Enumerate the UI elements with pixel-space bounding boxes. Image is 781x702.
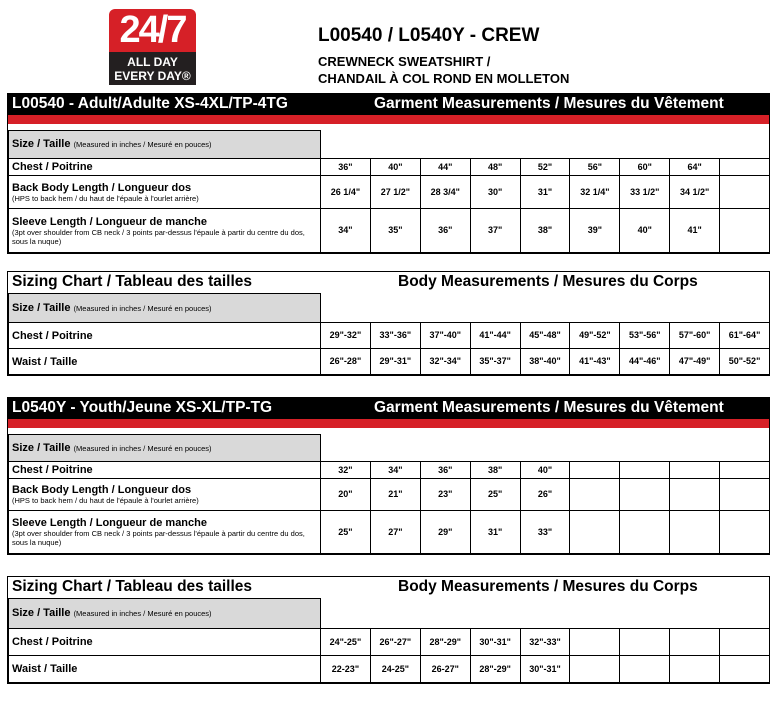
chest-value: 26"-27" <box>379 636 412 647</box>
chest-cell <box>520 462 570 479</box>
sleeve-value: 27" <box>388 526 403 537</box>
waist-cell <box>670 349 720 375</box>
row-label: Chest / Poitrine <box>9 323 321 349</box>
chest-cell <box>720 159 770 176</box>
back-value: 34 1/2" <box>680 186 710 197</box>
section-header <box>8 398 769 419</box>
waist-value: 32"-34" <box>429 356 461 366</box>
waist-value: 28"-29" <box>479 663 511 674</box>
waist-value: 47"-49" <box>678 356 711 366</box>
waist-cell <box>570 349 620 375</box>
back-cell <box>670 176 720 209</box>
sleeve-cell <box>370 209 420 253</box>
sleeve-cell <box>321 511 371 554</box>
row-label <box>9 511 321 554</box>
chest-value: 32"-33" <box>529 636 561 647</box>
section-subtitle: Body Measurements / Mesures du Corps <box>398 578 698 595</box>
chest-value: 34" <box>388 464 403 475</box>
back-cell <box>470 479 520 511</box>
chest-value: 41"-44" <box>479 330 511 340</box>
row-label <box>9 131 321 159</box>
row-label: Chest / Poitrine <box>9 462 321 479</box>
chest-cell <box>420 323 470 349</box>
back-cell <box>720 479 770 511</box>
waist-value: 29"-31" <box>379 356 412 366</box>
chest-cell <box>670 323 720 349</box>
chest-value: 49"-52" <box>579 330 611 340</box>
row-label: Chest / Poitrine <box>9 629 321 656</box>
chest-value: 56" <box>587 161 603 172</box>
chest-cell <box>570 159 620 176</box>
chest-value: 44" <box>438 161 453 172</box>
table-row <box>9 323 770 349</box>
chest-value: 28"-29" <box>429 636 461 647</box>
row-label: Chest / Poitrine <box>9 159 321 176</box>
chest-cell <box>470 159 520 176</box>
sleeve-cell <box>720 511 770 554</box>
waist-value: 26"-28" <box>329 356 362 366</box>
row-label: Waist / Taille <box>9 349 321 375</box>
back-value: 25" <box>487 489 503 499</box>
waist-cell <box>370 656 420 683</box>
waist-cell <box>470 349 520 375</box>
back-value: 21" <box>388 489 403 499</box>
back-cell <box>370 176 420 209</box>
chest-value: 36" <box>438 464 453 475</box>
sleeve-value: 41" <box>687 225 702 235</box>
measurement-table <box>8 434 770 554</box>
table-row <box>9 656 770 683</box>
row-label <box>9 209 321 253</box>
table-row <box>9 599 770 629</box>
back-cell <box>420 176 470 209</box>
back-value: 31" <box>537 186 553 197</box>
waist-cell <box>321 656 371 683</box>
measured-note: (Measured in inches / Mesuré en pouces) <box>73 303 212 313</box>
section-subtitle: Body Measurements / Mesures du Corps <box>398 273 698 290</box>
waist-cell <box>470 656 520 683</box>
chest-value: 32" <box>338 464 353 475</box>
chest-cell <box>470 629 520 656</box>
chest-cell <box>670 629 720 656</box>
chest-value: 24"-25" <box>329 636 362 647</box>
measured-note: (Measured in inches / Mesuré en pouces) <box>73 443 212 453</box>
logo-line-2: EVERY DAY® <box>114 69 191 83</box>
chest-value: 45"-48" <box>529 330 561 340</box>
row-label <box>9 294 321 323</box>
waist-value: 24-25" <box>381 663 409 674</box>
measurement-table <box>8 598 770 683</box>
sleeve-cell <box>420 511 470 554</box>
chest-cell <box>670 462 720 479</box>
chest-cell <box>370 629 420 656</box>
chest-cell <box>520 159 570 176</box>
table-row <box>9 435 770 462</box>
chest-value: 40" <box>537 464 553 475</box>
back-cell <box>420 479 470 511</box>
back-cell <box>370 479 420 511</box>
back-value: 33 1/2" <box>630 186 660 197</box>
back-cell <box>620 479 670 511</box>
chest-cell <box>321 462 371 479</box>
table-row <box>9 209 770 253</box>
row-label <box>9 176 321 209</box>
sleeve-cell <box>670 511 720 554</box>
section-header <box>8 94 769 115</box>
sleeve-value: 37" <box>487 225 503 235</box>
sleeve-label: Sleeve Length / Longueur de manche <box>12 215 207 228</box>
chest-value: 30"-31" <box>479 636 511 647</box>
back-value: 26 1/4" <box>330 186 361 197</box>
waist-cell <box>420 656 470 683</box>
back-label: Back Body Length / Longueur dos <box>12 484 192 496</box>
back-note: (HPS to back hem / du haut de l'épaule à l'ourlet arrière) <box>12 193 199 203</box>
back-cell <box>720 176 770 209</box>
table-row <box>9 176 770 209</box>
product-title: L00540 / L0540Y - CREW <box>318 25 540 46</box>
section-subtitle: Garment Measurements / Mesures du Vêtement <box>374 399 724 416</box>
table-row <box>9 349 770 375</box>
section-subtitle: Garment Measurements / Mesures du Vêtement <box>374 95 724 112</box>
row-label: Waist / Taille <box>9 656 321 683</box>
product-subtitle-fr: CHANDAIL À COL ROND EN MOLLETON <box>318 71 570 86</box>
sleeve-cell <box>570 209 620 253</box>
chest-cell <box>321 323 371 349</box>
youth-garment-section <box>7 397 770 555</box>
row-label <box>9 599 321 629</box>
table-row <box>9 629 770 656</box>
chest-cell <box>321 159 371 176</box>
waist-value: 35"-37" <box>479 356 511 366</box>
logo-line-1: ALL DAY <box>127 55 178 69</box>
back-value: 32 1/4" <box>580 186 610 197</box>
back-cell <box>570 479 620 511</box>
waist-value: 44"-46" <box>629 356 661 366</box>
sleeve-cell <box>370 511 420 554</box>
sleeve-value: 31" <box>487 526 503 537</box>
chest-cell <box>720 462 770 479</box>
waist-cell <box>720 656 770 683</box>
sleeve-cell <box>670 209 720 253</box>
chest-value: 38" <box>487 464 503 475</box>
back-value: 27 1/2" <box>380 186 410 197</box>
chest-value: 52" <box>537 161 553 172</box>
chest-cell <box>370 159 420 176</box>
waist-value: 50"-52" <box>728 356 761 366</box>
chest-cell <box>720 323 770 349</box>
chest-value: 64" <box>687 161 702 172</box>
section-title: Sizing Chart / Tableau des tailles <box>12 273 253 290</box>
waist-cell <box>570 656 620 683</box>
red-divider <box>8 419 769 428</box>
chest-value: 53"-56" <box>629 330 661 340</box>
table-row <box>9 462 770 479</box>
section-title: Sizing Chart / Tableau des tailles <box>12 578 253 595</box>
sleeve-value: 36" <box>438 225 453 235</box>
sleeve-value: 40" <box>637 225 652 235</box>
measurement-table <box>8 293 770 375</box>
sleeve-value: 29" <box>438 526 453 537</box>
waist-value: 41"-43" <box>579 356 611 366</box>
sleeve-value: 39" <box>587 225 603 235</box>
back-value: 28 3/4" <box>430 186 460 197</box>
row-label <box>9 479 321 511</box>
waist-cell <box>620 349 670 375</box>
size-label: Size / Taille <box>12 607 71 619</box>
waist-cell <box>420 349 470 375</box>
youth-body-section <box>7 576 770 684</box>
table-row <box>9 511 770 554</box>
chest-cell <box>570 462 620 479</box>
sleeve-cell <box>321 209 371 253</box>
sleeve-value: 25" <box>338 526 353 537</box>
sleeve-note: (3pt over shoulder from CB neck / 3 points par-dessus l'épaule à partir du centre du dos, sous la nuque) <box>12 227 305 246</box>
waist-cell <box>370 349 420 375</box>
sleeve-value: 35" <box>388 225 403 235</box>
sleeve-cell <box>620 511 670 554</box>
chest-value: 60" <box>637 161 652 172</box>
chest-value: 29"-32" <box>329 330 362 340</box>
waist-cell <box>670 656 720 683</box>
waist-cell <box>620 656 670 683</box>
chest-cell <box>470 323 520 349</box>
sleeve-value: 38" <box>537 225 553 235</box>
sleeve-note: (3pt over shoulder from CB neck / 3 points par-dessus l'épaule à partir du centre du dos, sous la nuque) <box>12 529 305 547</box>
red-divider <box>8 115 769 124</box>
chest-value: 33"-36" <box>379 330 412 340</box>
sleeve-cell <box>620 209 670 253</box>
chest-cell <box>420 629 470 656</box>
back-value: 26" <box>537 489 553 499</box>
chest-value: 57"-60" <box>678 330 711 340</box>
row-label <box>9 435 321 462</box>
waist-value: 22-23" <box>331 663 360 674</box>
chest-value: 48" <box>487 161 503 172</box>
chest-value: 61"-64" <box>728 330 761 340</box>
chest-cell <box>520 323 570 349</box>
logo-mark: 24/7 <box>109 9 196 52</box>
chest-cell <box>670 159 720 176</box>
back-cell <box>520 479 570 511</box>
section-header <box>8 577 769 598</box>
adult-body-section <box>7 271 770 376</box>
table-row <box>9 294 770 323</box>
waist-cell <box>321 349 371 375</box>
back-cell <box>670 479 720 511</box>
sleeve-value: 33" <box>537 526 553 537</box>
back-cell <box>321 176 371 209</box>
sleeve-value: 34" <box>338 225 353 235</box>
chest-cell <box>570 629 620 656</box>
sleeve-cell <box>520 511 570 554</box>
sleeve-cell <box>570 511 620 554</box>
table-row <box>9 159 770 176</box>
back-label: Back Body Length / Longueur dos <box>12 181 192 194</box>
chest-value: 40" <box>388 161 403 172</box>
table-row <box>9 479 770 511</box>
brand-logo <box>109 9 196 85</box>
logo-tagline <box>109 52 196 85</box>
chest-cell <box>420 159 470 176</box>
waist-value: 38"-40" <box>529 356 561 366</box>
chest-cell <box>720 629 770 656</box>
waist-cell <box>520 349 570 375</box>
chest-cell <box>570 323 620 349</box>
sleeve-cell <box>470 511 520 554</box>
chest-cell <box>620 629 670 656</box>
back-value: 20" <box>338 489 353 499</box>
back-cell <box>321 479 371 511</box>
product-subtitle-en: CREWNECK SWEATSHIRT / <box>318 54 491 69</box>
back-cell <box>620 176 670 209</box>
sleeve-cell <box>420 209 470 253</box>
back-cell <box>520 176 570 209</box>
chest-value: 37"-40" <box>429 330 461 340</box>
sleeve-label: Sleeve Length / Longueur de manche <box>12 517 207 529</box>
waist-value: 26-27" <box>431 663 459 674</box>
back-note: (HPS to back hem / du haut de l'épaule à l'ourlet arrière) <box>12 496 199 505</box>
chest-cell <box>321 629 371 656</box>
waist-value: 30"-31" <box>529 663 561 674</box>
chest-cell <box>620 159 670 176</box>
measured-note: (Measured in inches / Mesuré en pouces) <box>73 609 212 618</box>
chest-cell <box>370 323 420 349</box>
chest-value: 36" <box>338 161 353 172</box>
size-label: Size / Taille <box>12 441 71 454</box>
measured-note: (Measured in inches / Mesuré en pouces) <box>73 140 212 149</box>
section-header <box>8 272 769 293</box>
chest-cell <box>420 462 470 479</box>
back-value: 23" <box>438 489 453 499</box>
chest-cell <box>370 462 420 479</box>
chest-cell <box>620 462 670 479</box>
section-title: L0540Y - Youth/Jeune XS-XL/TP-TG <box>12 399 273 416</box>
size-label: Size / Taille <box>12 138 71 150</box>
sleeve-cell <box>720 209 770 253</box>
sleeve-cell <box>470 209 520 253</box>
back-cell <box>470 176 520 209</box>
back-cell <box>570 176 620 209</box>
table-row <box>9 131 770 159</box>
back-value: 30" <box>487 186 503 197</box>
sleeve-cell <box>520 209 570 253</box>
waist-cell <box>520 656 570 683</box>
measurement-table <box>8 130 770 253</box>
chest-cell <box>520 629 570 656</box>
adult-garment-section <box>7 93 770 254</box>
waist-cell <box>720 349 770 375</box>
chest-cell <box>470 462 520 479</box>
section-title: L00540 - Adult/Adulte XS-4XL/TP-4TG <box>12 95 288 112</box>
size-label: Size / Taille <box>12 301 71 314</box>
chest-cell <box>620 323 670 349</box>
